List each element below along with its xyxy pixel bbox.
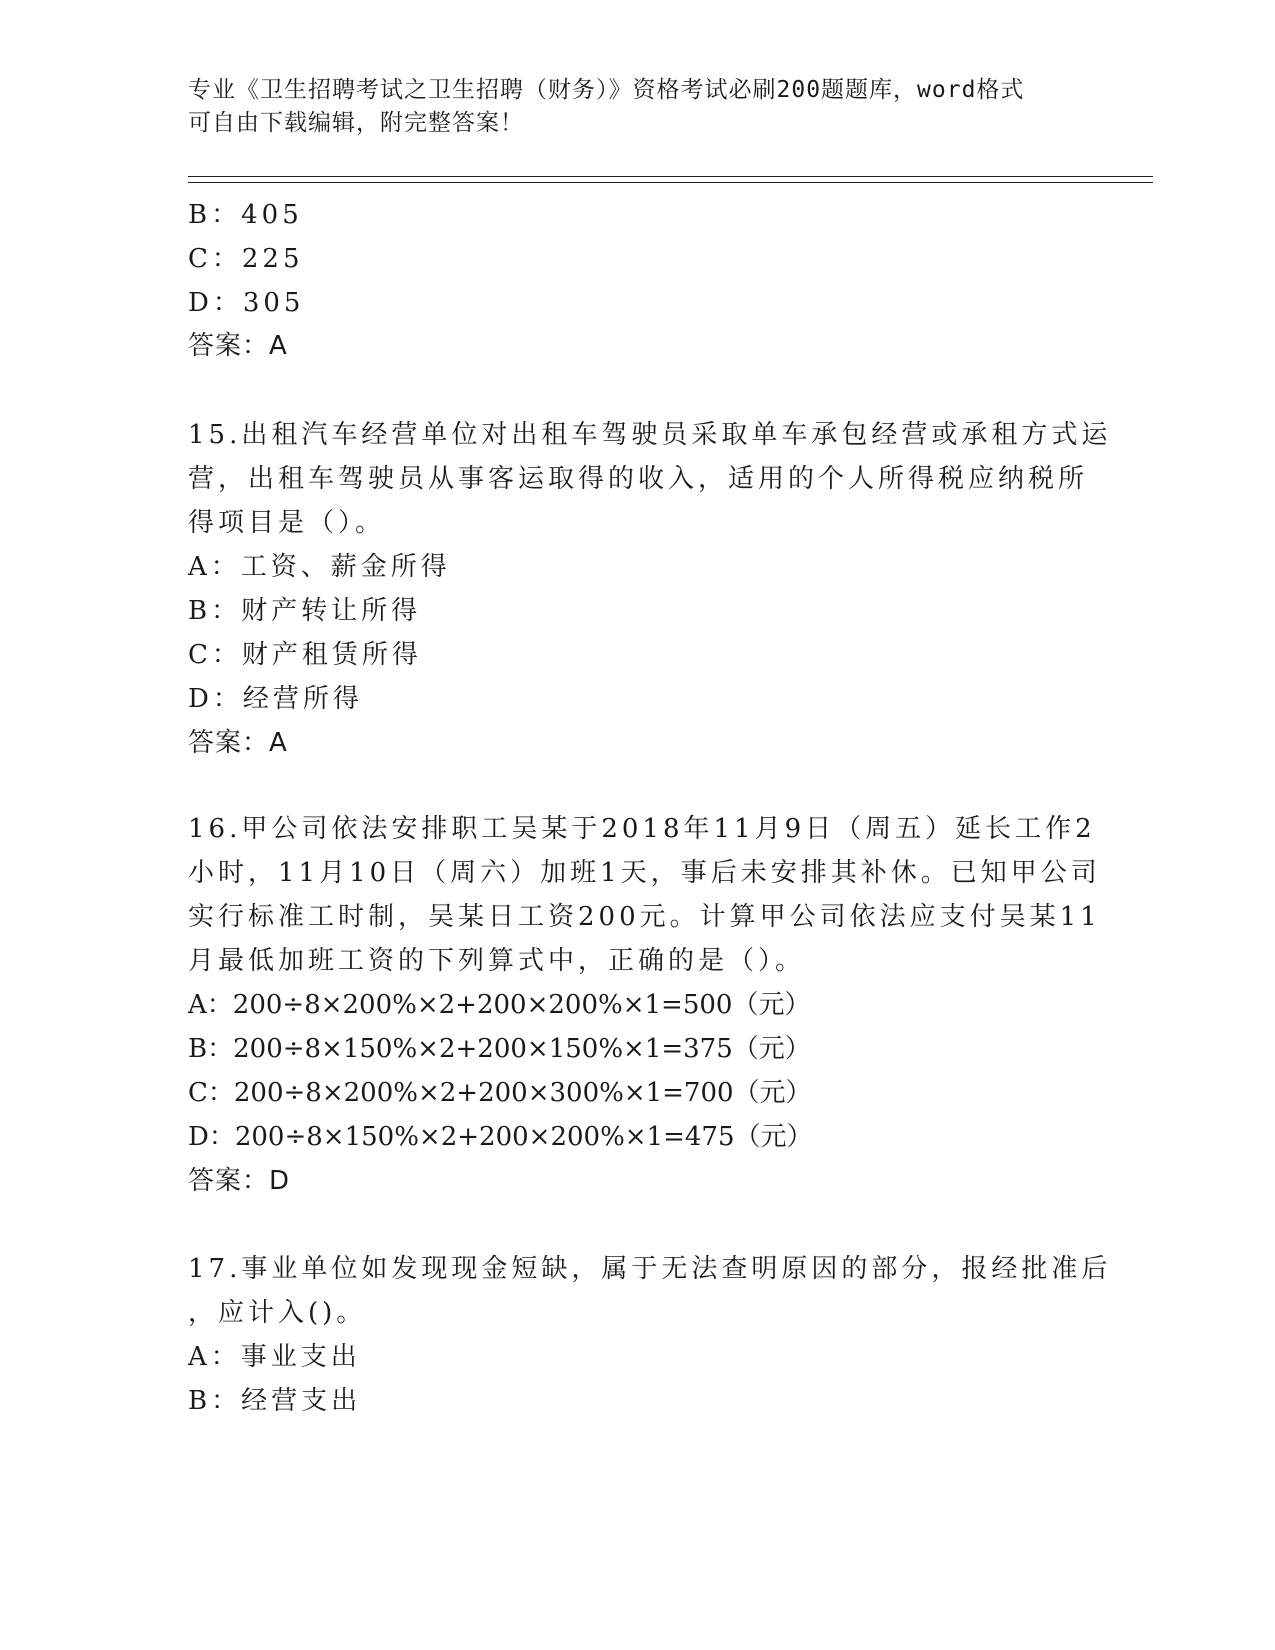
question-15-line-1: 15.出租汽车经营单位对出租车驾驶员采取单车承包经营或承租方式运: [188, 420, 1112, 450]
header-line-2: 可自由下载编辑，附完整答案！: [188, 110, 524, 136]
header-divider-bottom: [188, 182, 1153, 183]
question-15-option-b: B：财产转让所得: [188, 596, 422, 626]
question-17-line-1: 17.事业单位如发现现金短缺，属于无法查明原因的部分，报经批准后: [188, 1254, 1112, 1284]
option-c: C：225: [188, 244, 304, 274]
question-17-option-b: B：经营支出: [188, 1386, 362, 1416]
answer: 答案：A: [188, 331, 288, 361]
question-16-line-3: 实行标准工时制，吴某日工资200元。计算甲公司依法应支付吴某11: [188, 902, 1101, 932]
question-16-option-d: D：200÷8×150%×2+200×200%×1=475（元）: [188, 1122, 813, 1152]
question-16-answer: 答案：D: [188, 1166, 291, 1196]
question-16-option-a: A：200÷8×200%×2+200×200%×1=500（元）: [188, 990, 811, 1020]
document-header: [188, 74, 1088, 140]
option-b: B：405: [188, 200, 303, 230]
question-15-line-3: 得项目是（）。: [188, 508, 386, 538]
question-15-option-a: A：工资、薪金所得: [188, 552, 451, 582]
question-17-line-2: ，应计入()。: [188, 1298, 367, 1328]
question-16-line-4: 月最低加班工资的下列算式中，正确的是（）。: [188, 946, 806, 976]
question-15-option-c: C：财产租赁所得: [188, 640, 422, 670]
question-16-line-2: 小时，11月10日（周六）加班1天，事后未安排其补休。已知甲公司: [188, 858, 1101, 888]
question-17-option-a: A：事业支出: [188, 1342, 361, 1372]
question-15-line-2: 营，出租车驾驶员从事客运取得的收入，适用的个人所得税应纳税所: [188, 464, 1089, 494]
header-divider-top: [188, 176, 1153, 177]
header-line-1: 专业《卫生招聘考试之卫生招聘（财务）》资格考试必刷200题题库，word格式: [188, 77, 1025, 103]
option-d: D：305: [188, 288, 305, 318]
question-15-answer: 答案：A: [188, 728, 288, 758]
question-15-option-d: D：经营所得: [188, 684, 363, 714]
question-16-option-b: B：200÷8×150%×2+200×150%×1=375（元）: [188, 1034, 811, 1064]
question-16-option-c: C：200÷8×200%×2+200×300%×1=700（元）: [188, 1078, 812, 1108]
question-16-line-1: 16.甲公司依法安排职工吴某于2018年11月9日（周五）延长工作2: [188, 814, 1096, 844]
